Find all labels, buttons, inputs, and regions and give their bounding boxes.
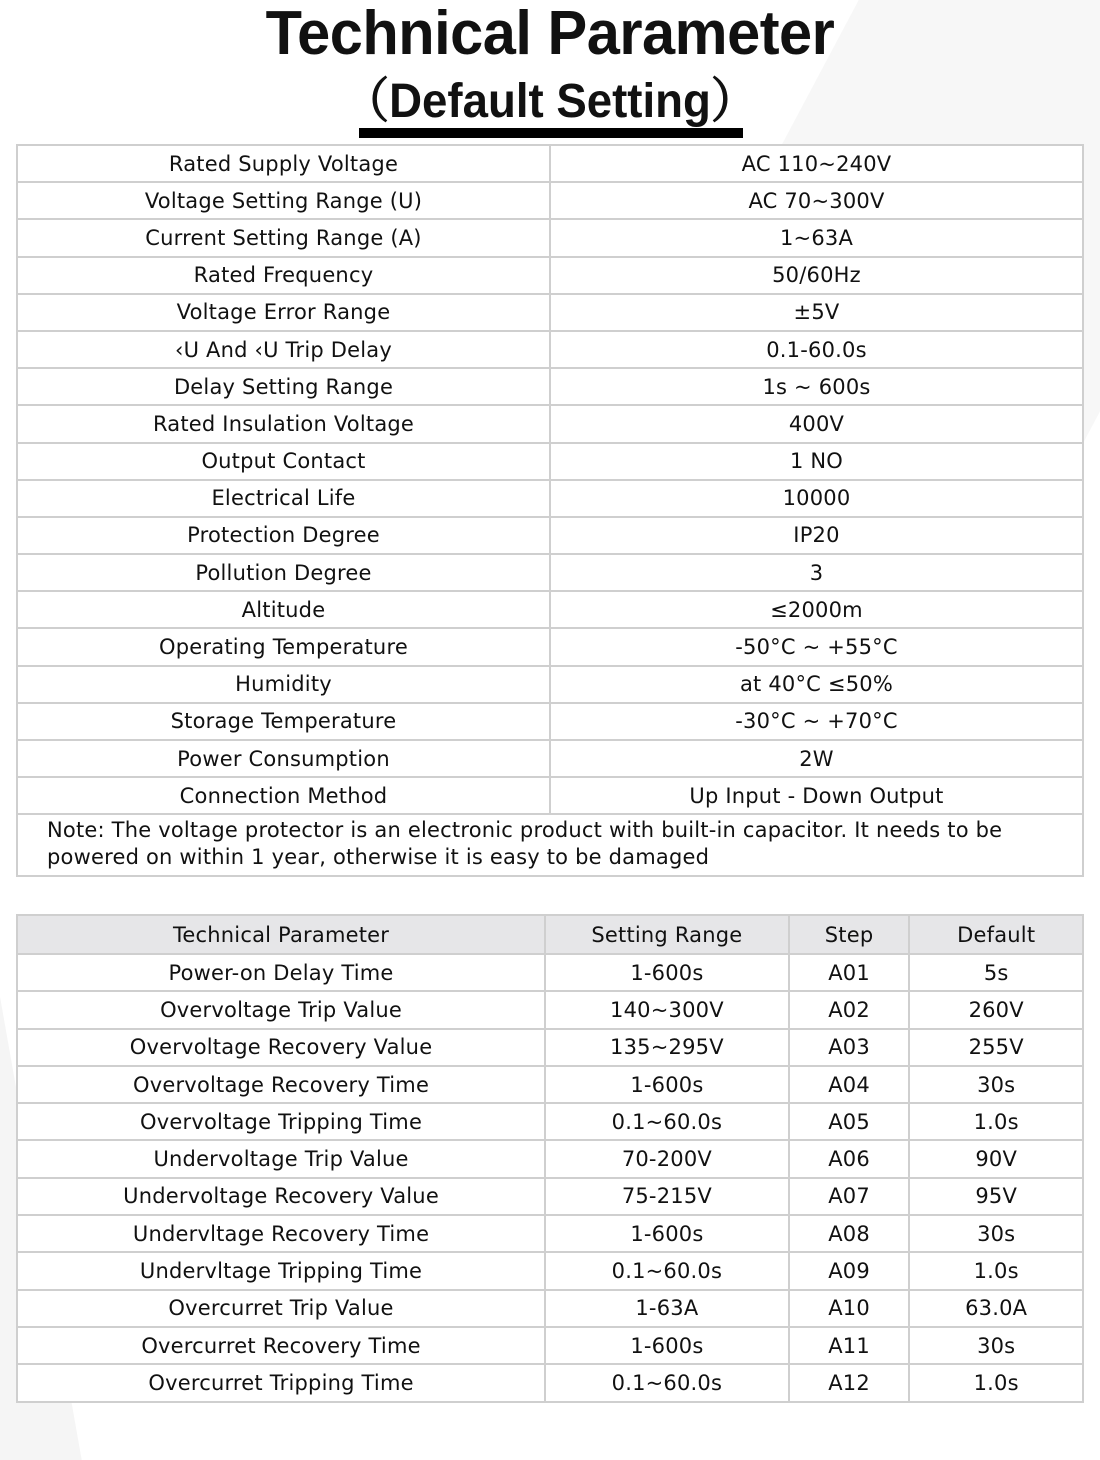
param-step: A04 <box>789 1066 910 1103</box>
spec-row <box>17 182 1083 219</box>
param-default: 260V <box>909 991 1083 1028</box>
param-setting-range: 0.1~60.0s <box>545 1252 789 1289</box>
spec-label: Rated Insulation Voltage <box>17 405 550 442</box>
page-subtitle: （Default Setting） <box>343 75 757 128</box>
spec-label: Humidity <box>17 666 550 703</box>
spec-label: Operating Temperature <box>17 628 550 665</box>
header-default: Default <box>909 915 1083 954</box>
spec-row <box>17 331 1083 368</box>
param-setting-range: 135~295V <box>545 1029 789 1066</box>
spec-label: Pollution Degree <box>17 554 550 591</box>
spec-label: Delay Setting Range <box>17 368 550 405</box>
spec-label: Voltage Setting Range (U) <box>17 182 550 219</box>
spec-value: 50/60Hz <box>550 257 1083 294</box>
spec-label: ‹U And ‹U Trip Delay <box>17 331 550 368</box>
spec-row <box>17 368 1083 405</box>
param-setting-range: 75-215V <box>545 1178 789 1215</box>
param-default: 30s <box>909 1215 1083 1252</box>
param-name: Overcurret Tripping Time <box>17 1364 545 1401</box>
spec-value: 1~63A <box>550 219 1083 256</box>
spec-row <box>17 145 1083 182</box>
page-title: Technical Parameter <box>265 0 835 68</box>
spec-table <box>16 144 1084 877</box>
spec-row <box>17 480 1083 517</box>
spec-value: AC 70~300V <box>550 182 1083 219</box>
spec-value: 10000 <box>550 480 1083 517</box>
spec-label: Voltage Error Range <box>17 294 550 331</box>
param-step: A12 <box>789 1364 910 1401</box>
spec-value: IP20 <box>550 517 1083 554</box>
spec-value: 0.1-60.0s <box>550 331 1083 368</box>
spec-row <box>17 443 1083 480</box>
param-default: 30s <box>909 1327 1083 1364</box>
param-default: 63.0A <box>909 1290 1083 1327</box>
spec-label: Altitude <box>17 591 550 628</box>
spec-row <box>17 628 1083 665</box>
table-row <box>17 1178 1083 1215</box>
param-setting-range: 1-63A <box>545 1290 789 1327</box>
spec-value: ≤2000m <box>550 591 1083 628</box>
spec-value: 400V <box>550 405 1083 442</box>
spec-value: 3 <box>550 554 1083 591</box>
table-row <box>17 1140 1083 1177</box>
param-setting-range: 70-200V <box>545 1140 789 1177</box>
spec-label: Current Setting Range (A) <box>17 219 550 256</box>
spec-row <box>17 740 1083 777</box>
spec-label: Protection Degree <box>17 517 550 554</box>
param-step: A02 <box>789 991 910 1028</box>
param-name: Overcurret Recovery Time <box>17 1327 545 1364</box>
param-step: A11 <box>789 1327 910 1364</box>
header-setting-range: Setting Range <box>545 915 789 954</box>
table-row <box>17 1103 1083 1140</box>
header-technical-parameter: Technical Parameter <box>17 915 545 954</box>
param-default: 1.0s <box>909 1103 1083 1140</box>
param-name: Undervltage Tripping Time <box>17 1252 545 1289</box>
param-setting-range: 1-600s <box>545 954 789 991</box>
spec-row <box>17 257 1083 294</box>
param-setting-range: 0.1~60.0s <box>545 1103 789 1140</box>
spec-row <box>17 777 1083 814</box>
param-name: Overvoltage Tripping Time <box>17 1103 545 1140</box>
spec-value: at 40°C ≤50% <box>550 666 1083 703</box>
param-name: Power-on Delay Time <box>17 954 545 991</box>
spec-row <box>17 405 1083 442</box>
param-setting-range: 1-600s <box>545 1066 789 1103</box>
param-default: 1.0s <box>909 1364 1083 1401</box>
spec-value: 1 NO <box>550 443 1083 480</box>
param-name: Overvoltage Trip Value <box>17 991 545 1028</box>
spec-label: Output Contact <box>17 443 550 480</box>
param-name: Undervoltage Trip Value <box>17 1140 545 1177</box>
table-row <box>17 1066 1083 1103</box>
param-setting-range: 0.1~60.0s <box>545 1364 789 1401</box>
param-step: A06 <box>789 1140 910 1177</box>
spec-row <box>17 219 1083 256</box>
param-step: A05 <box>789 1103 910 1140</box>
param-default: 5s <box>909 954 1083 991</box>
spec-row <box>17 517 1083 554</box>
note-row <box>17 814 1083 876</box>
param-step: A01 <box>789 954 910 991</box>
spec-value: -50°C ~ +55°C <box>550 628 1083 665</box>
param-name: Overvoltage Recovery Time <box>17 1066 545 1103</box>
spec-label: Power Consumption <box>17 740 550 777</box>
spec-label: Storage Temperature <box>17 703 550 740</box>
title-underline-bar <box>359 128 743 138</box>
spec-value: ±5V <box>550 294 1083 331</box>
header-step: Step <box>789 915 910 954</box>
param-step: A08 <box>789 1215 910 1252</box>
table-row <box>17 1364 1083 1401</box>
table-row <box>17 954 1083 991</box>
spec-label: Connection Method <box>17 777 550 814</box>
param-default: 30s <box>909 1066 1083 1103</box>
table-row <box>17 1327 1083 1364</box>
table-row <box>17 991 1083 1028</box>
spec-label: Electrical Life <box>17 480 550 517</box>
table-row <box>17 1215 1083 1252</box>
param-setting-range: 1-600s <box>545 1215 789 1252</box>
param-step: A09 <box>789 1252 910 1289</box>
param-default: 255V <box>909 1029 1083 1066</box>
param-name: Overcurret Trip Value <box>17 1290 545 1327</box>
param-name: Overvoltage Recovery Value <box>17 1029 545 1066</box>
table-row <box>17 1252 1083 1289</box>
spec-label: Rated Frequency <box>17 257 550 294</box>
param-name: Undervltage Recovery Time <box>17 1215 545 1252</box>
note-text: Note: The voltage protector is an electronic product with built-in capacitor. It needs to be powered on within 1 year, otherwise it is easy to be damaged <box>17 814 1083 876</box>
table-row <box>17 1290 1083 1327</box>
parameter-table <box>16 914 1084 1403</box>
parameter-table-header <box>17 915 1083 954</box>
table-row <box>17 1029 1083 1066</box>
spec-row <box>17 666 1083 703</box>
param-setting-range: 1-600s <box>545 1327 789 1364</box>
param-name: Undervoltage Recovery Value <box>17 1178 545 1215</box>
param-default: 90V <box>909 1140 1083 1177</box>
param-step: A10 <box>789 1290 910 1327</box>
spec-row <box>17 294 1083 331</box>
param-step: A07 <box>789 1178 910 1215</box>
spec-value: AC 110~240V <box>550 145 1083 182</box>
param-default: 95V <box>909 1178 1083 1215</box>
spec-value: -30°C ~ +70°C <box>550 703 1083 740</box>
spec-row <box>17 703 1083 740</box>
spec-row <box>17 591 1083 628</box>
spec-value: Up Input - Down Output <box>550 777 1083 814</box>
param-default: 1.0s <box>909 1252 1083 1289</box>
param-step: A03 <box>789 1029 910 1066</box>
spec-label: Rated Supply Voltage <box>17 145 550 182</box>
param-setting-range: 140~300V <box>545 991 789 1028</box>
spec-value: 1s ~ 600s <box>550 368 1083 405</box>
spec-value: 2W <box>550 740 1083 777</box>
spec-row <box>17 554 1083 591</box>
